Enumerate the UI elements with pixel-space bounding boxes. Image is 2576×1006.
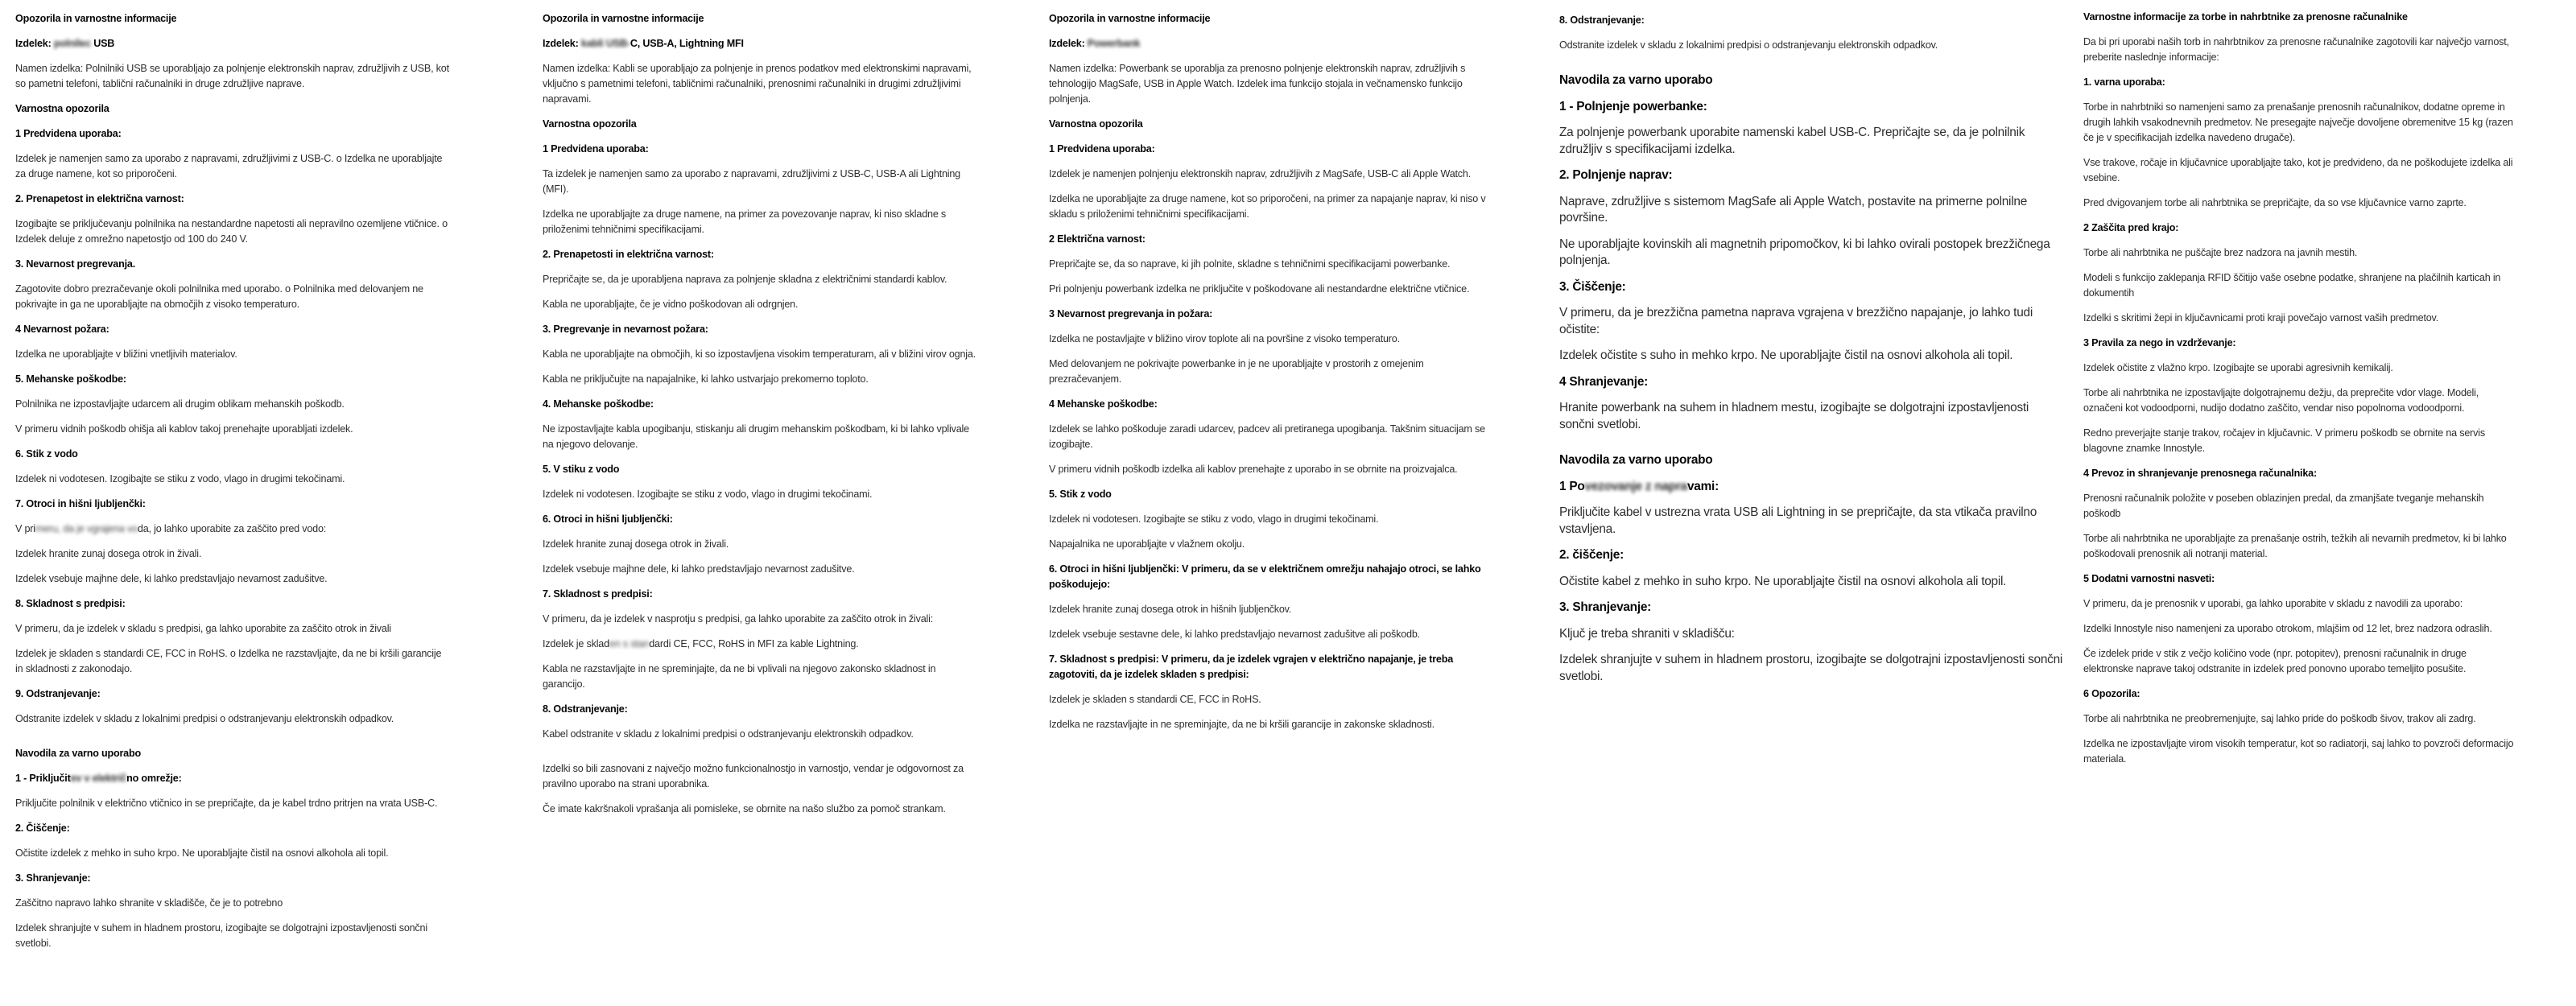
section-heading: 1 Predvidena uporaba: xyxy=(15,128,122,139)
paragraph: Namen izdelka: Polnilniki USB se uporabljajo za polnjenje elektronskih naprav, združljivih z USB, kot so pametni telefoni, tablični računalniki in druge združljive naprave. xyxy=(15,63,449,89)
section-heading: 5. Stik z vodo xyxy=(1049,489,1112,500)
section-heading: Izdelek: Powerbank xyxy=(1049,38,1141,49)
paragraph: Izdelka ne uporabljajte v bližini vnetljivih materialov. xyxy=(15,348,237,360)
paragraph: Izdelki so bili zasnovani z največjo možno funkcionalnostjo in varnostjo, vendar je odgovornost za pravilno uporabo na strani uporabnika. xyxy=(543,763,964,790)
section-heading: 3. Pregrevanje in nevarnost požara: xyxy=(543,324,708,335)
paragraph: Hranite powerbank na suhem in hladnem mestu, izogibajte se dolgotrajni izpostavljenosti sončni svetlobi. xyxy=(1559,401,2029,431)
paragraph: Kabla ne uporabljajte na območjih, ki so izpostavljena visokim temperaturam, ali v bližini virov ognja. xyxy=(543,348,976,360)
paragraph: Če izdelek pride v stik z večjo količino vode (npr. potopitev), prenosni računalnik in druge elektronske naprave takoj odstranite in izdelek pred ponovno uporabo temeljito posušite. xyxy=(2083,648,2467,674)
paragraph: Izdelka ne uporabljajte za druge namene, na primer za povezovanje naprav, ki niso skladne s priloženimi tehničnimi specifikacijami. xyxy=(543,208,947,235)
section-heading: 5 Dodatni varnostni nasveti: xyxy=(2083,573,2215,584)
section-heading: 4. Mehanske poškodbe: xyxy=(543,398,654,410)
section-heading: 7. Skladnost s predpisi: xyxy=(543,588,653,600)
section-heading: 8. Odstranjevanje: xyxy=(543,703,628,715)
section-heading: 2. Čiščenje: xyxy=(15,823,70,834)
paragraph: Torbe ali nahrbtnika ne uporabljajte za prenašanje ostrih, težkih ali nevarnih predmetov, ki bi lahko poškodovali prenosnik ali notranji material. xyxy=(2083,533,2507,559)
paragraph: Zagotovite dobro prezračevanje okoli polnilnika med uporabo. o Polnilnika med delovanjem ne pokrivajte in ga ne uporabljajte na območjih z visoko temperaturo. xyxy=(15,283,423,310)
paragraph: Vse trakove, ročaje in ključavnice uporabljajte tako, kot je predvideno, da ne poškodujete izdelka ali vsebine. xyxy=(2083,157,2513,183)
paragraph: Napajalnika ne uporabljajte v vlažnem okolju. xyxy=(1049,538,1245,550)
blurred-text: ev v električ xyxy=(70,773,127,784)
blurred-text: kabli USB- xyxy=(580,38,630,49)
paragraph: Kabel odstranite v skladu z lokalnimi predpisi o odstranjevanju elektronskih odpadkov. xyxy=(543,728,914,740)
section-heading: 2. čiščenje: xyxy=(1559,548,1624,562)
paragraph: Odstranite izdelek v skladu z lokalnimi predpisi o odstranjevanju elektronskih odpadkov. xyxy=(15,713,394,724)
paragraph: Namen izdelka: Powerbank se uporablja za prenosno polnjenje elektronskih naprav, združljivih s tehnologijo MagSafe, USB in Apple Watch. Izdelek ima funkcijo stojala in večnamensko funkcijo polnjenja. xyxy=(1049,63,1466,105)
column-laptop-bags xyxy=(2083,10,2518,777)
section-heading: 7. Skladnost s predpisi: V primeru, da je izdelek vgrajen v električno napajanje, je treba zagotoviti, da je izdelek skladen s predpisi: xyxy=(1049,653,1454,680)
section-heading: 5. Mehanske poškodbe: xyxy=(15,373,126,385)
section-heading: Varnostne informacije za torbe in nahrbtnike za prenosne računalnike xyxy=(2083,11,2408,23)
paragraph: Izdelek vsebuje majhne dele, ki lahko predstavljajo nevarnost zadušitve. xyxy=(15,573,328,584)
paragraph: Kabla ne priključujte na napajalnike, ki lahko ustvarjajo prekomerno toploto. xyxy=(543,373,869,385)
paragraph: Izdelek ni vodotesen. Izogibajte se stiku z vodo, vlago in drugimi tekočinami. xyxy=(543,489,873,500)
paragraph: Torbe ali nahrbtnika ne izpostavljajte dolgotrajnemu dežju, da preprečite vdor vlage. Modeli, označeni kot vodoodporni, nudijo dodatno zaščito, vendar niso popolnoma vodoodporni. xyxy=(2083,387,2479,414)
section-heading: 3 Pravila za nego in vzdrževanje: xyxy=(2083,337,2236,348)
section-heading: Opozorila in varnostne informacije xyxy=(543,13,704,24)
paragraph: Izdelek hranite zunaj dosega otrok in hišnih ljubljenčkov. xyxy=(1049,604,1292,615)
paragraph: Izdelka ne izpostavljajte virom visokih temperatur, kot so radiatorji, saj lahko to povzroči deformacijo materiala. xyxy=(2083,738,2514,765)
paragraph: Redno preverjajte stanje trakov, ročajev in ključavnic. V primeru poškodb se obrnite na servis blagovne znamke Innostyle. xyxy=(2083,427,2485,454)
blurred-text: polnilec xyxy=(53,38,91,49)
section-heading: Navodila za varno uporabo xyxy=(1559,73,1713,87)
section-heading: 1. varna uporaba: xyxy=(2083,76,2165,88)
paragraph: V primeru vidnih poškodb izdelka ali kablov prenehajte z uporabo in se obrnite na proizvajalca. xyxy=(1049,464,1458,475)
paragraph: V primeru, da je prenosnik v uporabi, ga lahko uporabite v skladu z navodili za uporabo: xyxy=(2083,598,2463,609)
section-heading: Navodila za varno uporabo xyxy=(15,748,141,759)
paragraph: Izdelek je skladen s standardi CE, FCC in RoHS. o Izdelka ne razstavljajte, da ne bi kršili garancije in skladnosti z zakonodajo. xyxy=(15,648,442,674)
paragraph: Priključite kabel v ustrezna vrata USB ali Lightning in se prepričajte, da sta vtikača pravilno vstavljena. xyxy=(1559,505,2037,536)
section-heading: Opozorila in varnostne informacije xyxy=(1049,13,1211,24)
paragraph: Izdelek ni vodotesen. Izogibajte se stiku z vodo, vlago in drugimi tekočinami. xyxy=(1049,513,1379,525)
paragraph: Izdelka ne razstavljajte in ne spreminjajte, da ne bi kršili garancije in zakonske skladnosti. xyxy=(1049,719,1435,730)
paragraph: Torbe ali nahrbtnika ne puščajte brez nadzora na javnih mestih. xyxy=(2083,247,2358,258)
section-heading: 6 Opozorila: xyxy=(2083,688,2140,699)
paragraph: Pri polnjenju powerbank izdelka ne priključite v poškodovane ali nestandardne električne vtičnice. xyxy=(1049,283,1470,295)
paragraph: Izdelek hranite zunaj dosega otrok in živali. xyxy=(543,538,729,550)
section-heading: 2. Prenapetosti in električna varnost: xyxy=(543,249,714,260)
section-heading: 2. Prenapetost in električna varnost: xyxy=(15,193,184,204)
paragraph: Izdelek se lahko poškoduje zaradi udarcev, padcev ali pretiranega upogibanja. Takšnim situacijam se izogibajte. xyxy=(1049,423,1485,450)
section-heading: Navodila za varno uporabo xyxy=(1559,453,1713,467)
section-heading: 2 Električna varnost: xyxy=(1049,233,1146,245)
paragraph: Ne uporabljajte kovinskih ali magnetnih pripomočkov, ki bi lahko ovirali postopek brezžičnega polnjenja. xyxy=(1559,237,2050,267)
paragraph: V primeru, da je izdelek v skladu s predpisi, ga lahko uporabite za zaščito otrok in živali xyxy=(15,623,391,634)
paragraph: Izdelek je namenjen samo za uporabo z napravami, združljivimi z USB-C. o Izdelka ne uporabljajte za druge namene, kot so priporočeni. xyxy=(15,153,443,179)
section-heading: 3. Shranjevanje: xyxy=(1559,600,1652,614)
paragraph: Prepričajte se, da je uporabljena naprava za polnjenje skladna z električnimi standardi kablov. xyxy=(543,274,947,285)
section-heading: 4 Mehanske poškodbe: xyxy=(1049,398,1158,410)
paragraph: Priključite polnilnik v električno vtičnico in se prepričajte, da je kabel trdno pritrjen na vrata USB-C. xyxy=(15,798,438,809)
paragraph: Namen izdelka: Kabli se uporabljajo za polnjenje in prenos podatkov med elektronskimi napravami, vključno s pametnimi telefoni, tabličnimi računalniki, prenosnimi računalniki in drugimi združljivimi napravami. xyxy=(543,63,972,105)
section-heading: 5. V stiku z vodo xyxy=(543,464,620,475)
paragraph: Med delovanjem ne pokrivajte powerbanke in je ne uporabljajte v prostorih z omejenim prezračevanjem. xyxy=(1049,358,1424,385)
paragraph: Izdelek vsebuje majhne dele, ki lahko predstavljajo nevarnost zadušitve. xyxy=(543,563,855,575)
section-heading: 1 - Polnjenje powerbanke: xyxy=(1559,99,1707,113)
blurred-text: Powerbank xyxy=(1087,38,1141,49)
section-heading: 4 Prevoz in shranjevanje prenosnega računalnika: xyxy=(2083,468,2317,479)
paragraph: Izdelek očistite s suho in mehko krpo. Ne uporabljajte čistil na osnovi alkohola ali topil. xyxy=(1559,348,2013,362)
section-heading: Varnostna opozorila xyxy=(1049,118,1143,130)
section-heading: Izdelek: kabli USB-C, USB-A, Lightning MFI xyxy=(543,38,744,49)
section-heading: Varnostna opozorila xyxy=(543,118,637,130)
blurred-text: meru, da je vgrajena vo xyxy=(35,523,138,534)
blurred-text: en s stan xyxy=(609,638,650,649)
paragraph: Izdelek shranjujte v suhem in hladnem prostoru, izogibajte se dolgotrajni izpostavljenosti sončni svetlobi. xyxy=(1559,653,2063,683)
section-heading: 4 Shranjevanje: xyxy=(1559,374,1649,389)
paragraph: Prenosni računalnik položite v poseben oblazinjen predal, da zmanjšate tveganje mehanskih poškodb xyxy=(2083,493,2484,519)
paragraph: Naprave, združljive s sistemom MagSafe ali Apple Watch, postavite na primerne polnilne površine. xyxy=(1559,194,2028,225)
column-usb-charger xyxy=(15,11,450,961)
paragraph: Izdelek ni vodotesen. Izogibajte se stiku z vodo, vlago in drugimi tekočinami. xyxy=(15,473,345,484)
paragraph: Ne izpostavljajte kabla upogibanju, stiskanju ali drugim mehanskim poškodbam, ki bi lahko vplivale na njegovo delovanje. xyxy=(543,423,969,450)
paragraph: V primeru, da je vgrajena voda, jo lahko uporabite za zaščito pred vodo: xyxy=(15,523,327,534)
section-heading: 4 Nevarnost požara: xyxy=(15,324,109,335)
paragraph: Kabla ne uporabljajte, če je vidno poškodovan ali odrgnjen. xyxy=(543,299,799,310)
section-heading: 3 Nevarnost pregrevanja in požara: xyxy=(1049,308,1213,320)
section-heading: Varnostna opozorila xyxy=(15,103,109,114)
section-heading: 3. Nevarnost pregrevanja. xyxy=(15,258,135,270)
section-heading: 2. Polnjenje naprav: xyxy=(1559,168,1673,182)
paragraph: Če imate kakršnakoli vprašanja ali pomisleke, se obrnite na našo službo za pomoč strankam. xyxy=(543,803,946,814)
paragraph: Izdelek shranjujte v suhem in hladnem prostoru, izogibajte se dolgotrajni izpostavljenosti sončni svetlobi. xyxy=(15,922,427,949)
paragraph: Modeli s funkcijo zaklepanja RFID ščitijo vaše osebne podatke, shranjene na plačilnih karticah in dokumentih xyxy=(2083,272,2501,299)
section-heading: 2 Zaščita pred krajo: xyxy=(2083,222,2179,233)
paragraph: Izdelki s skritimi žepi in ključavnicami proti kraji povečajo varnost vaših predmetov. xyxy=(2083,312,2439,324)
blurred-text: vezovanje z napra xyxy=(1584,479,1687,493)
column-usage-instructions xyxy=(1559,13,2066,695)
section-heading: 1 Predvidena uporaba: xyxy=(543,143,649,155)
paragraph: Prepričajte se, da so naprave, ki jih polnite, skladne s tehničnimi specifikacijami powerbanke. xyxy=(1049,258,1451,270)
paragraph: Polnilnika ne izpostavljajte udarcem ali drugim oblikam mehanskih poškodb. xyxy=(15,398,345,410)
section-heading: 9. Odstranjevanje: xyxy=(15,688,101,699)
paragraph: Izdelek hranite zunaj dosega otrok in živali. xyxy=(15,548,202,559)
paragraph: Kabla ne razstavljajte in ne spreminjajte, da ne bi vplivali na njegovo zakonsko skladnost in garancijo. xyxy=(543,663,936,690)
section-heading: 6. Otroci in hišni ljubljenčki: xyxy=(543,513,673,525)
section-heading: 1 Povezovanje z napravami: xyxy=(1559,479,1719,493)
paragraph: Izdelka ne postavljajte v bližino virov toplote ali na površine z visoko temperaturo. xyxy=(1049,333,1400,344)
paragraph: Izdelek je skladen s standardi CE, FCC, RoHS in MFI za kable Lightning. xyxy=(543,638,859,649)
paragraph: Ključ je treba shraniti v skladišču: xyxy=(1559,626,1735,641)
paragraph: Očistite kabel z mehko in suho krpo. Ne uporabljajte čistil na osnovi alkohola ali topil. xyxy=(1559,574,2007,588)
column-cables xyxy=(543,11,977,827)
paragraph: Za polnjenje powerbank uporabite namenski kabel USB-C. Prepričajte se, da je polnilnik združljiv s specifikacijami izdelka. xyxy=(1559,126,2025,156)
paragraph: Ta izdelek je namenjen samo za uporabo z napravami, združljivimi z USB-C, USB-A ali Lightning (MFI). xyxy=(543,168,960,195)
paragraph: Da bi pri uporabi naših torb in nahrbtnikov za prenosne računalnike zagotovili kar največjo varnost, preberite naslednje informacije: xyxy=(2083,36,2509,63)
paragraph: Izdelek je namenjen polnjenju elektronskih naprav, združljivih z MagSafe, USB-C ali Apple Watch. xyxy=(1049,168,1472,179)
paragraph: Odstranite izdelek v skladu z lokalnimi predpisi o odstranjevanju elektronskih odpadkov. xyxy=(1559,39,1938,51)
section-heading: 1 - Priključitev v električno omrežje: xyxy=(15,773,182,784)
section-heading: Opozorila in varnostne informacije xyxy=(15,13,177,24)
section-heading: 7. Otroci in hišni ljubljenčki: xyxy=(15,498,146,509)
paragraph: Torbe in nahrbtniki so namenjeni samo za prenašanje prenosnih računalnikov, dodatne opreme in drugih lahkih vsakodnevnih predmetov. Ne presegajte največje dovoljene obremenitve 15 kg (razen če je v specifikacijah izdelka navedeno drugače). xyxy=(2083,101,2513,143)
paragraph: Izdelki Innostyle niso namenjeni za uporabo otrokom, mlajšim od 12 let, brez nadzora odraslih. xyxy=(2083,623,2492,634)
paragraph: Izdelka ne uporabljajte za druge namene, kot so priporočeni, na primer za napajanje naprav, ki niso v skladu s priloženimi tehničnimi specifikacijami. xyxy=(1049,193,1486,220)
paragraph: Izdelek vsebuje sestavne dele, ki lahko predstavljajo nevarnost zadušitve ali poškodb. xyxy=(1049,629,1420,640)
paragraph: Očistite izdelek z mehko in suho krpo. Ne uporabljajte čistil na osnovi alkohola ali topil. xyxy=(15,847,389,859)
paragraph: V primeru, da je brezžična pametna naprava vgrajena v brezžično napajanje, jo lahko tudi očistite: xyxy=(1559,306,2033,336)
section-heading: 3. Čiščenje: xyxy=(1559,279,1626,294)
section-heading: 1 Predvidena uporaba: xyxy=(1049,143,1155,155)
section-heading: 6. Stik z vodo xyxy=(15,448,78,460)
section-heading: 3. Shranjevanje: xyxy=(15,872,91,884)
paragraph: Torbe ali nahrbtnika ne preobremenjujte, saj lahko pride do poškodb šivov, trakov ali zadrg. xyxy=(2083,713,2476,724)
paragraph: V primeru, da je izdelek v nasprotju s predpisi, ga lahko uporabite za zaščito otrok in živali: xyxy=(543,613,934,625)
section-heading: 8. Odstranjevanje: xyxy=(1559,14,1645,26)
paragraph: Izogibajte se priključevanju polnilnika na nestandardne napetosti ali nepravilno ozemljene vtičnice. o Izdelek deluje z omrežno napetostjo od 100 do 240 V. xyxy=(15,218,448,245)
section-heading: Izdelek: polnilec USB xyxy=(15,38,115,49)
paragraph: Zaščitno napravo lahko shranite v skladišče, če je to potrebno xyxy=(15,897,283,909)
section-heading: 6. Otroci in hišni ljubljenčki: V primeru, da se v električnem omrežju nahajajo otroci, se lahko poškodujejo: xyxy=(1049,563,1481,590)
paragraph: Pred dvigovanjem torbe ali nahrbtnika se prepričajte, da so vse ključavnice varno zaprte. xyxy=(2083,197,2467,208)
paragraph: Izdelek očistite z vlažno krpo. Izogibajte se uporabi agresivnih kemikalij. xyxy=(2083,362,2393,373)
section-heading: 8. Skladnost s predpisi: xyxy=(15,598,126,609)
column-powerbank xyxy=(1049,11,1488,742)
paragraph: Izdelek je skladen s standardi CE, FCC in RoHS. xyxy=(1049,694,1261,705)
paragraph: V primeru vidnih poškodb ohišja ali kablov takoj prenehajte uporabljati izdelek. xyxy=(15,423,353,435)
